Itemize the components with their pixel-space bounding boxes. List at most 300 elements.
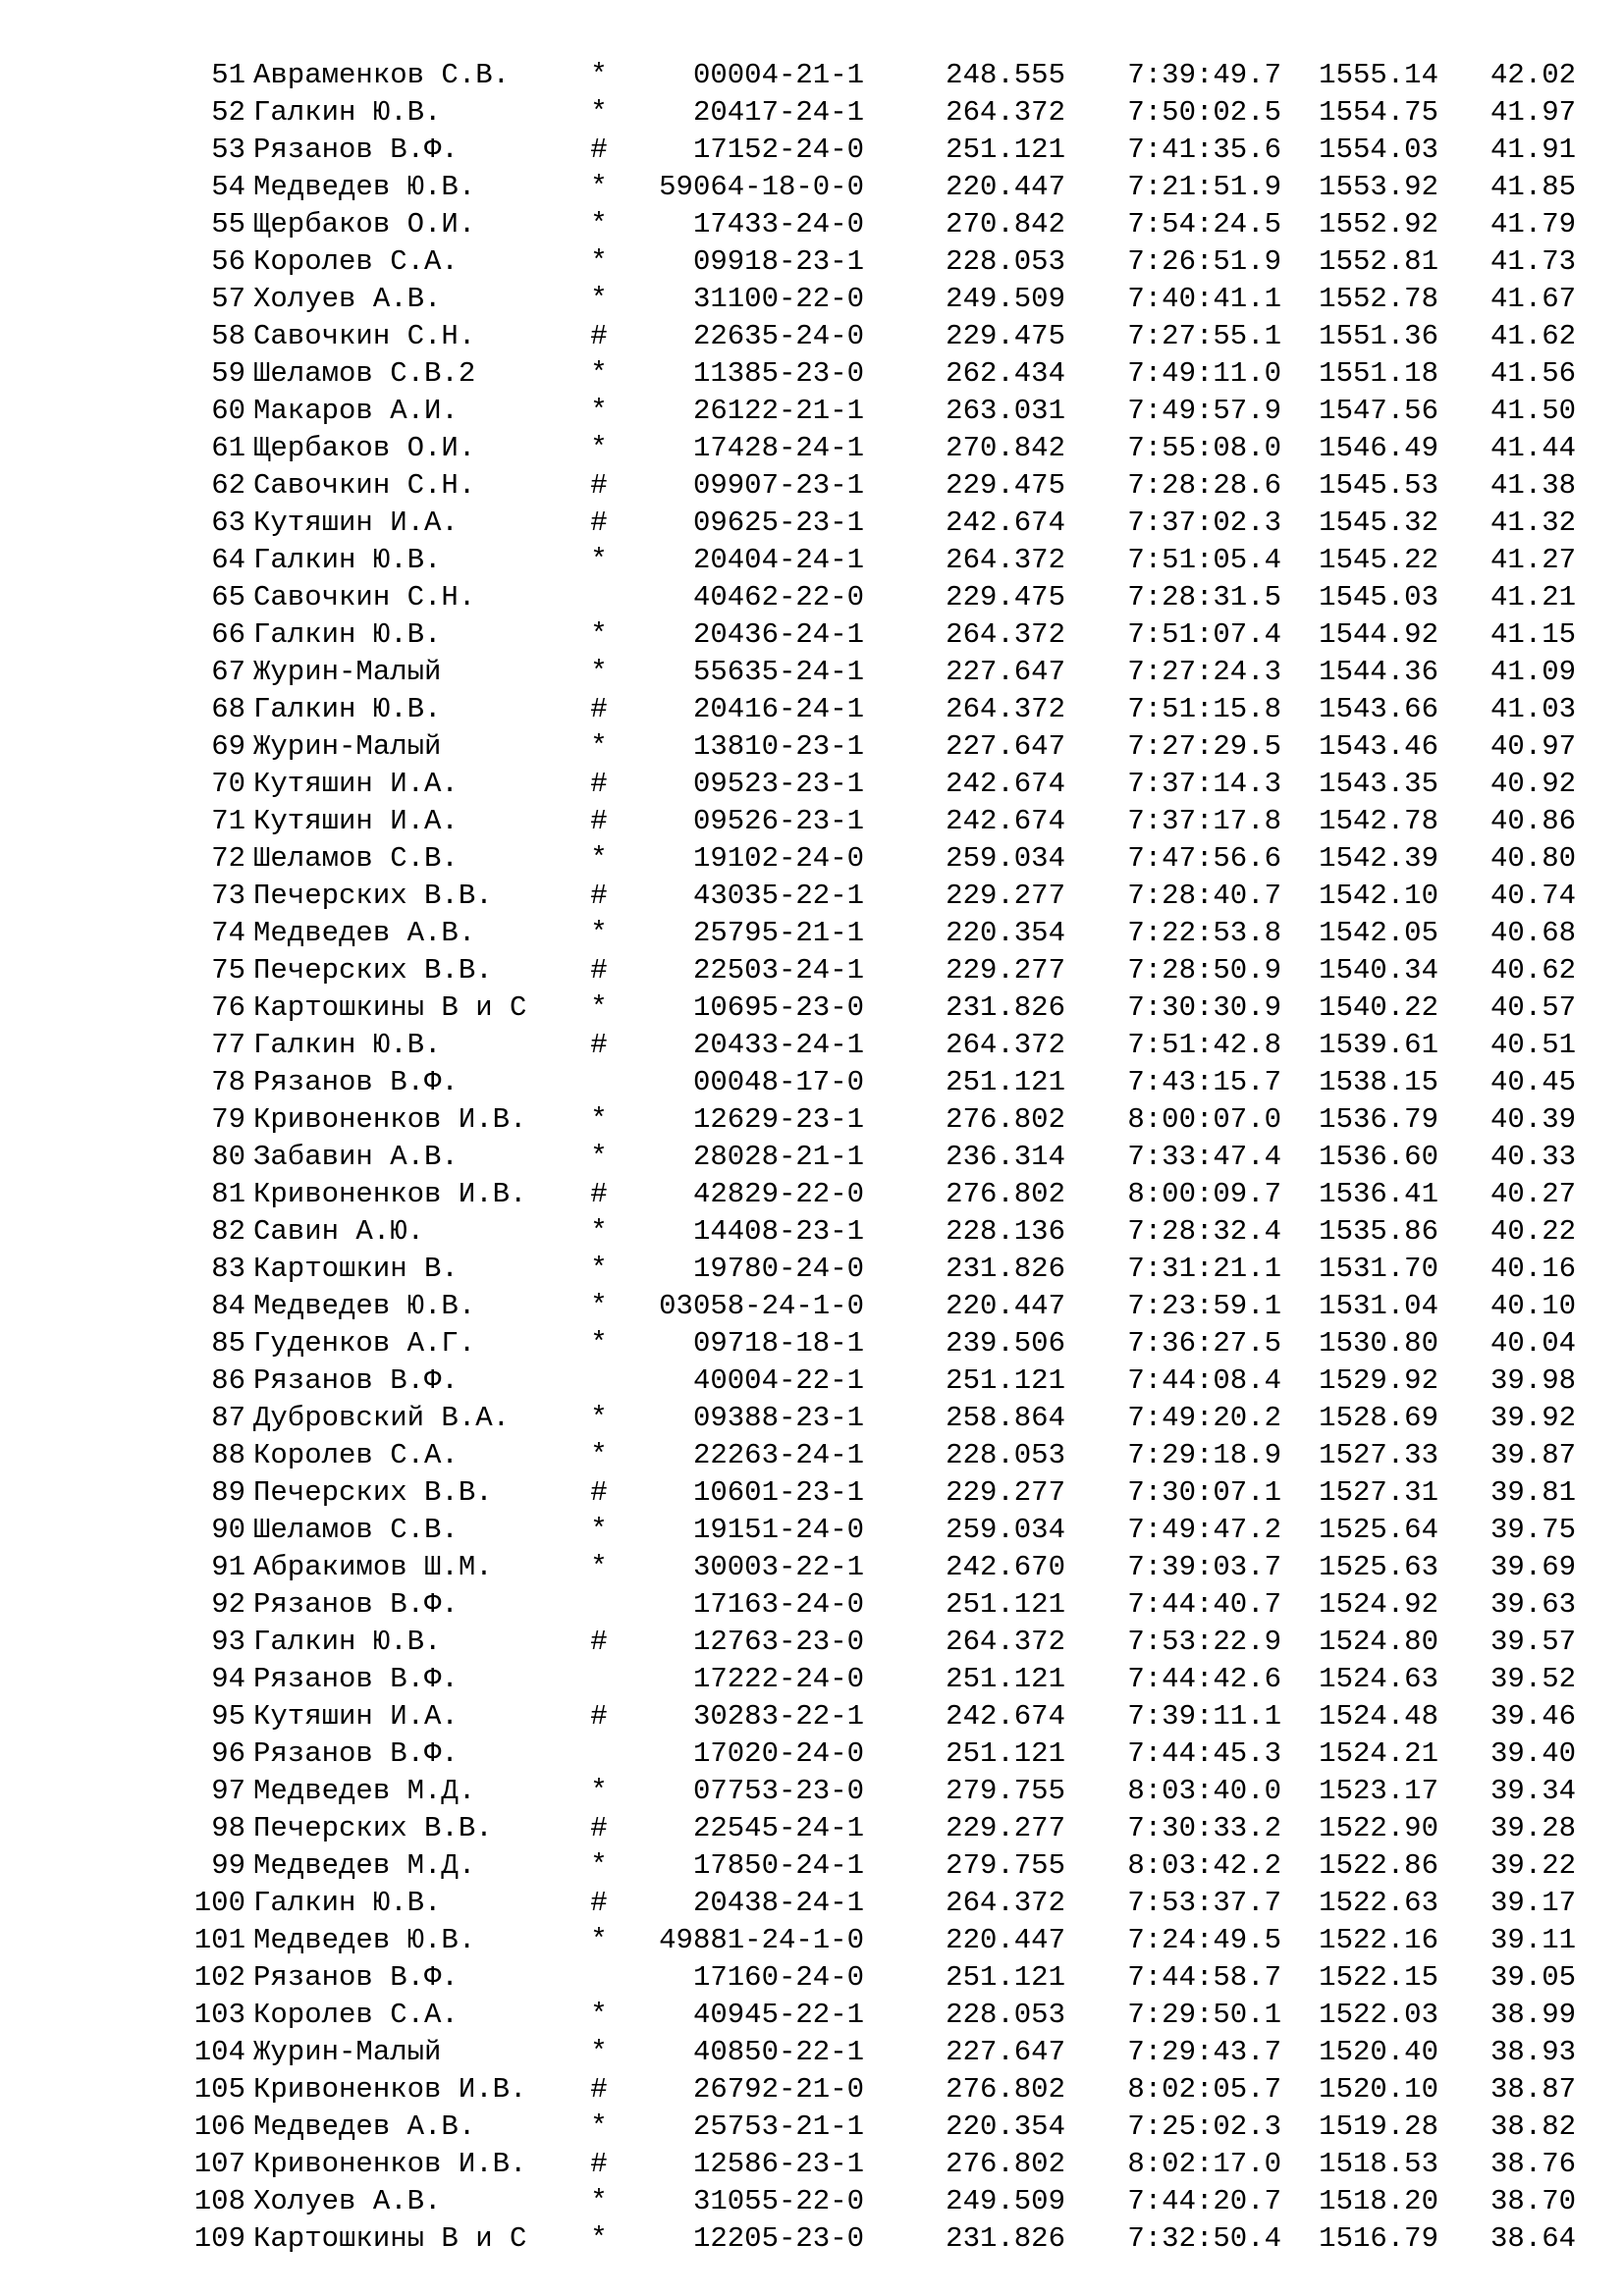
row-number: 70 [211, 768, 245, 800]
distance-km: 251.121 [946, 1588, 1065, 1621]
row-number: 56 [211, 245, 245, 278]
points: 40.45 [1489, 1066, 1576, 1098]
table-row [0, 1437, 1624, 1474]
arrival-time: 7:44:45.3 [1127, 1737, 1281, 1770]
fancier-name: Журин-Малый [253, 656, 442, 688]
points: 39.40 [1489, 1737, 1576, 1770]
row-number: 96 [211, 1737, 245, 1770]
table-row [0, 542, 1624, 579]
table-row [0, 1997, 1624, 2034]
table-row [0, 1400, 1624, 1437]
table-row [0, 1885, 1624, 1922]
points: 41.32 [1489, 507, 1576, 539]
speed-m-per-min: 1545.53 [1319, 469, 1438, 502]
distance-km: 264.372 [946, 1626, 1065, 1658]
distance-km: 264.372 [946, 544, 1065, 576]
mark-symbol: * [590, 730, 608, 763]
row-number: 67 [211, 656, 245, 688]
row-number: 85 [211, 1327, 245, 1360]
ring-number: 25795-21-1 [692, 917, 864, 949]
fancier-name: Гуденков А.Г. [253, 1327, 476, 1360]
table-row [0, 2146, 1624, 2183]
points: 40.04 [1489, 1327, 1576, 1360]
fancier-name: Макаров А.И. [253, 395, 459, 427]
ring-number: 09526-23-1 [692, 805, 864, 837]
distance-km: 262.434 [946, 357, 1065, 390]
fancier-name: Галкин Ю.В. [253, 693, 442, 725]
ring-number: 09718-18-1 [692, 1327, 864, 1360]
points: 41.97 [1489, 96, 1576, 129]
fancier-name: Савочкин С.Н. [253, 469, 476, 502]
arrival-time: 7:40:41.1 [1127, 283, 1281, 315]
mark-symbol: * [590, 2222, 608, 2255]
arrival-time: 7:37:14.3 [1127, 768, 1281, 800]
row-number: 77 [211, 1029, 245, 1061]
arrival-time: 7:28:32.4 [1127, 1215, 1281, 1248]
row-number: 61 [211, 432, 245, 464]
table-row [0, 728, 1624, 766]
speed-m-per-min: 1552.92 [1319, 208, 1438, 240]
distance-km: 229.475 [946, 581, 1065, 614]
distance-km: 220.447 [946, 1924, 1065, 1956]
distance-km: 231.826 [946, 1253, 1065, 1285]
mark-symbol: * [590, 1924, 608, 1956]
points: 41.44 [1489, 432, 1576, 464]
points: 40.68 [1489, 917, 1576, 949]
distance-km: 242.670 [946, 1551, 1065, 1583]
speed-m-per-min: 1528.69 [1319, 1402, 1438, 1434]
mark-symbol: * [590, 395, 608, 427]
arrival-time: 8:03:40.0 [1127, 1775, 1281, 1807]
row-number: 90 [211, 1514, 245, 1546]
fancier-name: Холуев А.В. [253, 2185, 442, 2217]
ring-number: 09625-23-1 [692, 507, 864, 539]
mark-symbol: # [590, 320, 608, 352]
fancier-name: Галкин Ю.В. [253, 96, 442, 129]
ring-number: 19780-24-0 [692, 1253, 864, 1285]
speed-m-per-min: 1527.31 [1319, 1476, 1438, 1509]
mark-symbol: # [590, 133, 608, 166]
mark-symbol: * [590, 245, 608, 278]
ring-number: 09388-23-1 [692, 1402, 864, 1434]
speed-m-per-min: 1530.80 [1319, 1327, 1438, 1360]
speed-m-per-min: 1543.66 [1319, 693, 1438, 725]
mark-symbol: * [590, 1141, 608, 1173]
mark-symbol: # [590, 1626, 608, 1658]
mark-symbol: # [590, 2073, 608, 2106]
fancier-name: Картошкин В. [253, 1253, 459, 1285]
speed-m-per-min: 1520.10 [1319, 2073, 1438, 2106]
mark-symbol: * [590, 171, 608, 203]
points: 41.15 [1489, 618, 1576, 651]
distance-km: 259.034 [946, 1514, 1065, 1546]
points: 38.93 [1489, 2036, 1576, 2068]
fancier-name: Королев С.А. [253, 245, 459, 278]
fancier-name: Шеламов С.В.2 [253, 357, 476, 390]
distance-km: 251.121 [946, 1961, 1065, 1994]
mark-symbol: * [590, 544, 608, 576]
ring-number: 20433-24-1 [692, 1029, 864, 1061]
table-row [0, 2071, 1624, 2109]
table-row [0, 616, 1624, 654]
table-row [0, 840, 1624, 878]
mark-symbol: # [590, 507, 608, 539]
mark-symbol: # [590, 693, 608, 725]
table-row [0, 355, 1624, 393]
speed-m-per-min: 1545.03 [1319, 581, 1438, 614]
fancier-name: Кривоненков И.В. [253, 1178, 527, 1210]
ring-number: 11385-23-0 [692, 357, 864, 390]
fancier-name: Савочкин С.Н. [253, 320, 476, 352]
points: 39.46 [1489, 1700, 1576, 1733]
distance-km: 242.674 [946, 768, 1065, 800]
distance-km: 227.647 [946, 2036, 1065, 2068]
mark-symbol: * [590, 917, 608, 949]
ring-number: 17433-24-0 [692, 208, 864, 240]
table-row [0, 1325, 1624, 1362]
speed-m-per-min: 1544.36 [1319, 656, 1438, 688]
distance-km: 249.509 [946, 283, 1065, 315]
row-number: 94 [211, 1663, 245, 1695]
distance-km: 263.031 [946, 395, 1065, 427]
distance-km: 279.755 [946, 1849, 1065, 1882]
distance-km: 229.277 [946, 1812, 1065, 1844]
arrival-time: 7:44:40.7 [1127, 1588, 1281, 1621]
speed-m-per-min: 1536.79 [1319, 1103, 1438, 1136]
fancier-name: Забавин А.В. [253, 1141, 459, 1173]
distance-km: 242.674 [946, 805, 1065, 837]
arrival-time: 7:49:47.2 [1127, 1514, 1281, 1546]
row-number: 78 [211, 1066, 245, 1098]
speed-m-per-min: 1522.86 [1319, 1849, 1438, 1882]
speed-m-per-min: 1542.10 [1319, 880, 1438, 912]
arrival-time: 7:39:03.7 [1127, 1551, 1281, 1583]
fancier-name: Печерских В.В. [253, 1476, 493, 1509]
fancier-name: Рязанов В.Ф. [253, 1066, 459, 1098]
table-row [0, 2109, 1624, 2146]
mark-symbol: * [590, 991, 608, 1024]
points: 40.33 [1489, 1141, 1576, 1173]
ring-number: 10601-23-1 [692, 1476, 864, 1509]
row-number: 86 [211, 1364, 245, 1397]
row-number: 79 [211, 1103, 245, 1136]
distance-km: 236.314 [946, 1141, 1065, 1173]
distance-km: 251.121 [946, 1066, 1065, 1098]
arrival-time: 7:50:02.5 [1127, 96, 1281, 129]
arrival-time: 7:21:51.9 [1127, 171, 1281, 203]
speed-m-per-min: 1554.03 [1319, 133, 1438, 166]
distance-km: 239.506 [946, 1327, 1065, 1360]
row-number: 75 [211, 954, 245, 987]
row-number: 108 [193, 2185, 245, 2217]
speed-m-per-min: 1522.16 [1319, 1924, 1438, 1956]
distance-km: 228.136 [946, 1215, 1065, 1248]
distance-km: 264.372 [946, 1029, 1065, 1061]
row-number: 57 [211, 283, 245, 315]
points: 39.75 [1489, 1514, 1576, 1546]
fancier-name: Абракимов Ш.М. [253, 1551, 493, 1583]
table-row [0, 1288, 1624, 1325]
speed-m-per-min: 1520.40 [1319, 2036, 1438, 2068]
speed-m-per-min: 1555.14 [1319, 59, 1438, 91]
table-row [0, 281, 1624, 318]
ring-number: 17152-24-0 [692, 133, 864, 166]
mark-symbol: # [590, 2148, 608, 2180]
points: 40.74 [1489, 880, 1576, 912]
fancier-name: Кривоненков И.В. [253, 2148, 527, 2180]
table-row [0, 1474, 1624, 1512]
points: 39.92 [1489, 1402, 1576, 1434]
distance-km: 264.372 [946, 96, 1065, 129]
row-number: 82 [211, 1215, 245, 1248]
distance-km: 228.053 [946, 245, 1065, 278]
fancier-name: Рязанов В.Ф. [253, 1364, 459, 1397]
fancier-name: Кривоненков И.В. [253, 2073, 527, 2106]
row-number: 91 [211, 1551, 245, 1583]
points: 41.73 [1489, 245, 1576, 278]
mark-symbol: * [590, 1215, 608, 1248]
arrival-time: 7:22:53.8 [1127, 917, 1281, 949]
distance-km: 251.121 [946, 133, 1065, 166]
ring-number: 40850-22-1 [692, 2036, 864, 2068]
arrival-time: 8:02:05.7 [1127, 2073, 1281, 2106]
arrival-time: 8:03:42.2 [1127, 1849, 1281, 1882]
ring-number: 00004-21-1 [692, 59, 864, 91]
row-number: 64 [211, 544, 245, 576]
table-row [0, 989, 1624, 1027]
results-table [0, 57, 1624, 2258]
speed-m-per-min: 1524.21 [1319, 1737, 1438, 1770]
points: 41.56 [1489, 357, 1576, 390]
mark-symbol: * [590, 283, 608, 315]
row-number: 80 [211, 1141, 245, 1173]
table-row [0, 243, 1624, 281]
speed-m-per-min: 1524.80 [1319, 1626, 1438, 1658]
points: 40.97 [1489, 730, 1576, 763]
ring-number: 17222-24-0 [692, 1663, 864, 1695]
arrival-time: 7:47:56.6 [1127, 842, 1281, 875]
points: 38.82 [1489, 2110, 1576, 2143]
arrival-time: 7:23:59.1 [1127, 1290, 1281, 1322]
ring-number: 22263-24-1 [692, 1439, 864, 1471]
points: 38.99 [1489, 1999, 1576, 2031]
arrival-time: 7:51:07.4 [1127, 618, 1281, 651]
arrival-time: 7:44:58.7 [1127, 1961, 1281, 1994]
fancier-name: Печерских В.В. [253, 880, 493, 912]
arrival-time: 7:32:50.4 [1127, 2222, 1281, 2255]
speed-m-per-min: 1536.41 [1319, 1178, 1438, 1210]
distance-km: 276.802 [946, 1103, 1065, 1136]
mark-symbol: * [590, 618, 608, 651]
table-row [0, 1064, 1624, 1101]
speed-m-per-min: 1518.53 [1319, 2148, 1438, 2180]
distance-km: 264.372 [946, 1887, 1065, 1919]
arrival-time: 7:36:27.5 [1127, 1327, 1281, 1360]
distance-km: 220.354 [946, 2110, 1065, 2143]
row-number: 65 [211, 581, 245, 614]
row-number: 104 [193, 2036, 245, 2068]
speed-m-per-min: 1553.92 [1319, 171, 1438, 203]
row-number: 100 [193, 1887, 245, 1919]
points: 40.80 [1489, 842, 1576, 875]
speed-m-per-min: 1516.79 [1319, 2222, 1438, 2255]
fancier-name: Медведев А.В. [253, 917, 476, 949]
row-number: 83 [211, 1253, 245, 1285]
table-row [0, 1959, 1624, 1997]
distance-km: 270.842 [946, 208, 1065, 240]
table-row [0, 766, 1624, 803]
mark-symbol: * [590, 1402, 608, 1434]
ring-number: 43035-22-1 [692, 880, 864, 912]
speed-m-per-min: 1543.35 [1319, 768, 1438, 800]
speed-m-per-min: 1524.48 [1319, 1700, 1438, 1733]
speed-m-per-min: 1527.33 [1319, 1439, 1438, 1471]
distance-km: 229.277 [946, 880, 1065, 912]
table-row [0, 2183, 1624, 2220]
fancier-name: Королев С.А. [253, 1999, 459, 2031]
points: 40.57 [1489, 991, 1576, 1024]
ring-number: 19151-24-0 [692, 1514, 864, 1546]
ring-number: 42829-22-0 [692, 1178, 864, 1210]
mark-symbol: * [590, 1327, 608, 1360]
arrival-time: 7:33:47.4 [1127, 1141, 1281, 1173]
fancier-name: Медведев Ю.В. [253, 1924, 476, 1956]
mark-symbol: # [590, 768, 608, 800]
fancier-name: Рязанов В.Ф. [253, 133, 459, 166]
table-row [0, 1027, 1624, 1064]
table-row [0, 2034, 1624, 2071]
speed-m-per-min: 1551.36 [1319, 320, 1438, 352]
points: 42.02 [1489, 59, 1576, 91]
ring-number: 10695-23-0 [692, 991, 864, 1024]
table-row [0, 1176, 1624, 1213]
distance-km: 231.826 [946, 991, 1065, 1024]
points: 40.10 [1489, 1290, 1576, 1322]
table-row [0, 1624, 1624, 1661]
speed-m-per-min: 1522.63 [1319, 1887, 1438, 1919]
mark-symbol: * [590, 1253, 608, 1285]
mark-symbol: * [590, 1999, 608, 2031]
ring-number: 20417-24-1 [692, 96, 864, 129]
mark-symbol: * [590, 656, 608, 688]
points: 40.86 [1489, 805, 1576, 837]
table-row [0, 579, 1624, 616]
arrival-time: 8:00:07.0 [1127, 1103, 1281, 1136]
ring-number: 12586-23-1 [692, 2148, 864, 2180]
fancier-name: Журин-Малый [253, 730, 442, 763]
points: 39.87 [1489, 1439, 1576, 1471]
table-row [0, 1512, 1624, 1549]
fancier-name: Журин-Малый [253, 2036, 442, 2068]
ring-number: 14408-23-1 [692, 1215, 864, 1248]
speed-m-per-min: 1531.70 [1319, 1253, 1438, 1285]
arrival-time: 7:51:15.8 [1127, 693, 1281, 725]
distance-km: 248.555 [946, 59, 1065, 91]
fancier-name: Галкин Ю.В. [253, 618, 442, 651]
row-number: 84 [211, 1290, 245, 1322]
ring-number: 26122-21-1 [692, 395, 864, 427]
fancier-name: Медведев М.Д. [253, 1775, 476, 1807]
table-row [0, 1810, 1624, 1847]
ring-number: 55635-24-1 [692, 656, 864, 688]
points: 39.22 [1489, 1849, 1576, 1882]
row-number: 52 [211, 96, 245, 129]
points: 39.69 [1489, 1551, 1576, 1583]
points: 39.17 [1489, 1887, 1576, 1919]
speed-m-per-min: 1552.81 [1319, 245, 1438, 278]
points: 39.34 [1489, 1775, 1576, 1807]
points: 40.16 [1489, 1253, 1576, 1285]
mark-symbol: * [590, 1775, 608, 1807]
arrival-time: 7:49:20.2 [1127, 1402, 1281, 1434]
arrival-time: 7:39:49.7 [1127, 59, 1281, 91]
table-row [0, 430, 1624, 467]
arrival-time: 7:41:35.6 [1127, 133, 1281, 166]
speed-m-per-min: 1552.78 [1319, 283, 1438, 315]
ring-number: 20438-24-1 [692, 1887, 864, 1919]
points: 41.67 [1489, 283, 1576, 315]
points: 39.81 [1489, 1476, 1576, 1509]
arrival-time: 8:00:09.7 [1127, 1178, 1281, 1210]
mark-symbol: * [590, 59, 608, 91]
arrival-time: 7:39:11.1 [1127, 1700, 1281, 1733]
distance-km: 251.121 [946, 1663, 1065, 1695]
ring-number: 22635-24-0 [692, 320, 864, 352]
points: 41.09 [1489, 656, 1576, 688]
distance-km: 279.755 [946, 1775, 1065, 1807]
table-row [0, 1139, 1624, 1176]
points: 39.57 [1489, 1626, 1576, 1658]
ring-number: 17850-24-1 [692, 1849, 864, 1882]
distance-km: 259.034 [946, 842, 1065, 875]
ring-number: 17020-24-0 [692, 1737, 864, 1770]
arrival-time: 7:31:21.1 [1127, 1253, 1281, 1285]
row-number: 88 [211, 1439, 245, 1471]
row-number: 95 [211, 1700, 245, 1733]
ring-number: 12629-23-1 [692, 1103, 864, 1136]
fancier-name: Щербаков О.И. [253, 208, 476, 240]
row-number: 87 [211, 1402, 245, 1434]
speed-m-per-min: 1525.64 [1319, 1514, 1438, 1546]
mark-symbol: * [590, 1439, 608, 1471]
speed-m-per-min: 1542.39 [1319, 842, 1438, 875]
row-number: 107 [193, 2148, 245, 2180]
row-number: 55 [211, 208, 245, 240]
points: 40.62 [1489, 954, 1576, 987]
ring-number: 12763-23-0 [692, 1626, 864, 1658]
mark-symbol: * [590, 96, 608, 129]
speed-m-per-min: 1522.90 [1319, 1812, 1438, 1844]
points: 39.28 [1489, 1812, 1576, 1844]
arrival-time: 8:02:17.0 [1127, 2148, 1281, 2180]
speed-m-per-min: 1523.17 [1319, 1775, 1438, 1807]
ring-number: 07753-23-0 [692, 1775, 864, 1807]
speed-m-per-min: 1522.15 [1319, 1961, 1438, 1994]
row-number: 71 [211, 805, 245, 837]
mark-symbol: # [590, 469, 608, 502]
mark-symbol: * [590, 1551, 608, 1583]
ring-number: 13810-23-1 [692, 730, 864, 763]
table-row [0, 169, 1624, 206]
row-number: 76 [211, 991, 245, 1024]
arrival-time: 7:28:28.6 [1127, 469, 1281, 502]
ring-number: 22503-24-1 [692, 954, 864, 987]
arrival-time: 7:53:22.9 [1127, 1626, 1281, 1658]
fancier-name: Кривоненков И.В. [253, 1103, 527, 1136]
table-row [0, 1773, 1624, 1810]
arrival-time: 7:30:33.2 [1127, 1812, 1281, 1844]
distance-km: 220.447 [946, 171, 1065, 203]
